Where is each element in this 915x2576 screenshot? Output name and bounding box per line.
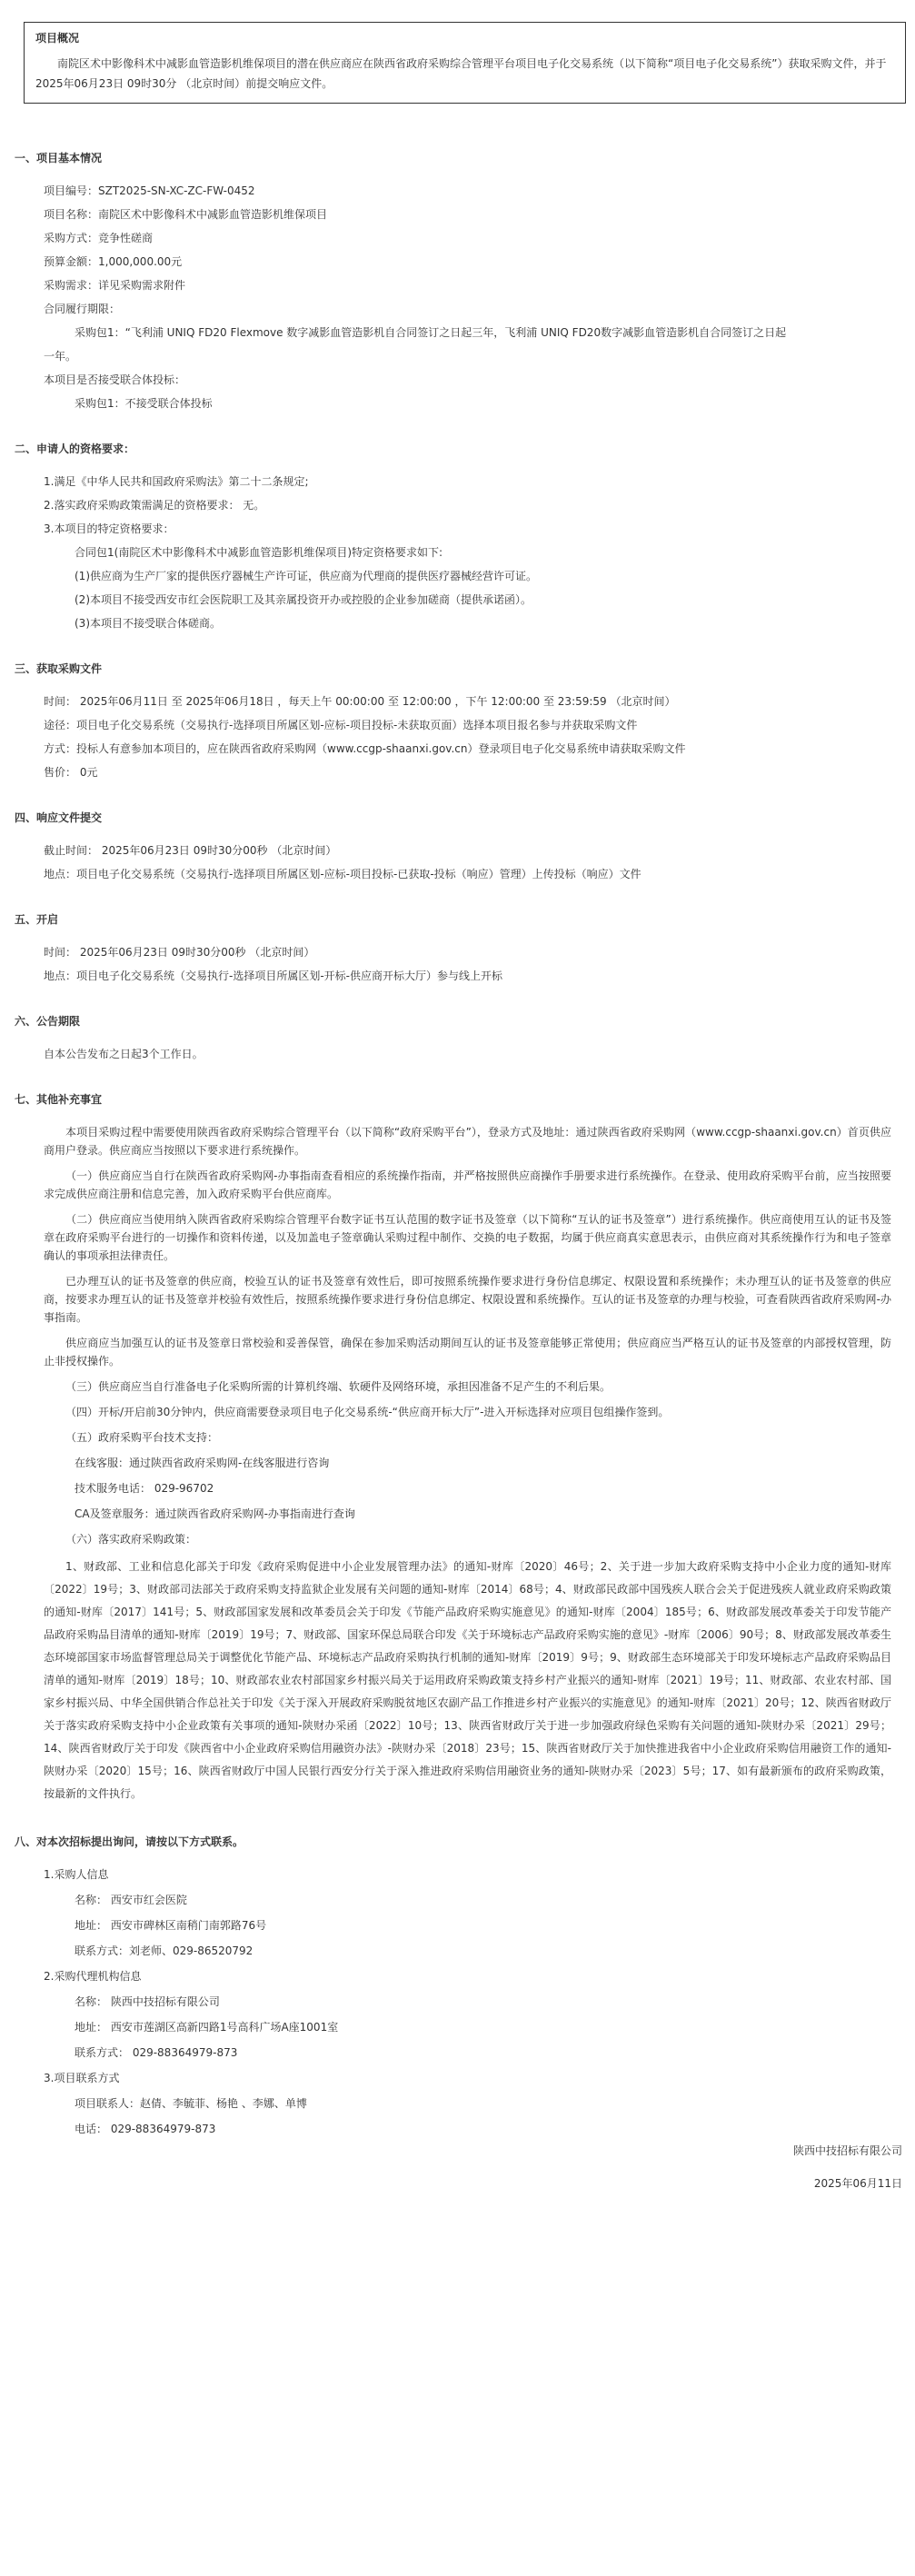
policy-list: 1、财政部、工业和信息化部关于印发《政府采购促进中小企业发展管理办法》的通知-财库〔2020〕46号；2、关于进一步加大政府采购支持中小企业力度的通知-财库〔2022〕19号；3、财政部司法部关于政府采购支持监狱企业发展有关问题的通知-财库〔2014〕68号；4、财政部民政部中国残疾人联合会关于促进残疾人就业政府采购政策的通知-财库〔2017〕141号；5、财政部国家发展和改革委员会关于印发《节能产品政府采购实施意见》的通知-财库〔2004〕185号；6、财政部发展改革委关于印发节能产品政府采购品目清单的通知-财库〔2019〕19号；7、财政部、国家环保总局联合印发《关于环境标志产品政府采购实施的意见》-财库〔2006〕90号；8、财政部发展改革委生态环境部国家市场监督管理总局关于调整优化节能产品、环境标志产品政府采购执行机制的通知-财库〔2019〕9号；9、财政部生态环境部关于印发环境标志产品政府采购品目清单的通知-财库〔2019〕18号；10、财政部农业农村部国家乡村振兴局关于运用政府采购政策支持乡村产业振兴的通知-财库〔2021〕19号；11、财政部、农业农村部、国家乡村振兴局、中华全国供销合作总社关于印发《关于深入开展政府采购脱贫地区农副产品工作推进乡村产业振兴的实施意见》的通知-财库〔2021〕20号；12、陕西省财政厅关于落实政府采购支持中小企业政策有关事项的通知-陕财办采函〔2022〕10号；13、陕西省财政厅关于进一步加强政府绿色采购有关问题的通知-陕财办采〔2021〕29号；14、陕西省财政厅关于印发《陕西省中小企业政府采购信用融资办法》-陕财办采〔2018〕23号；15、陕西省财政厅关于加快推进我省中小企业政府采购信用融资工作的通知-陕财办采〔2020〕15号；16、陕西省财政厅中国人民银行西安分行关于深入推进政府采购信用融资业务的通知-陕财办采〔2023〕5号；17、如有最新颁布的政府采购政策，按最新的文件执行。 xyxy=(44,1560,891,1800)
contact-line: 名称： 陕西中技招标有限公司 xyxy=(75,1995,220,2008)
obtain-price: 售价： 0元 xyxy=(44,766,98,779)
overview-text: 南院区术中影像科术中减影血管造影机维保项目的潜在供应商应在陕西省政府采购综合管理平台项目电子化交易系统（以下简称“项目电子化交易系统”）获取采购文件，并于 2025年06月23日 09时30分 （北京时间）前提交响应文件。 xyxy=(35,57,887,90)
obtain-route: 途径：项目电子化交易系统（交易执行-选择项目所属区划-应标-项目投标-未获取页面）选择本项目报名参与并获取采购文件 xyxy=(44,719,638,731)
contact-line: 地址： 西安市莲湖区高新四路1号高科广场A座1001室 xyxy=(75,2021,339,2034)
announcement-page xyxy=(0,22,915,2203)
section-obtain-documents xyxy=(15,660,891,781)
opening-place: 地点：项目电子化交易系统（交易执行-选择项目所属区划-开标-供应商开标大厅）参与线上开标 xyxy=(44,970,502,982)
section-title: 一、项目基本情况 xyxy=(15,152,103,164)
consortium-label: 本项目是否接受联合体投标： xyxy=(44,373,186,386)
submit-deadline: 截止时间： 2025年06月23日 09时30分00秒 （北京时间） xyxy=(44,844,337,857)
section-title: 七、其他补充事宜 xyxy=(15,1093,103,1106)
supplement-paragraph: （六）落实政府采购政策： xyxy=(65,1533,197,1546)
project-code: 项目编号：SZT2025-SN-XC-ZC-FW-0452 xyxy=(44,184,255,197)
section-title: 三、获取采购文件 xyxy=(15,662,103,675)
contact-group-title: 1.采购人信息 xyxy=(44,1868,109,1881)
qualification-item: (2)本项目不接受西安市红会医院职工及其亲属投资开办或控股的企业参加磋商（提供承诺函）。 xyxy=(75,593,532,606)
notice-period-text: 自本公告发布之日起3个工作日。 xyxy=(44,1048,204,1060)
project-overview-box xyxy=(24,22,906,104)
supplement-paragraph: 本项目采购过程中需要使用陕西省政府采购综合管理平台（以下简称“政府采购平台”），登录方式及地址：通过陕西省政府采购网（www.ccgp-shaanxi.gov.cn）首页供应商用户登录。供应商应当按照以下要求进行系统操作。 xyxy=(44,1126,891,1157)
supplement-paragraph: （二）供应商应当使用纳入陕西省政府采购综合管理平台数字证书互认范围的数字证书及签章（以下简称“互认的证书及签章”）进行系统操作。供应商使用互认的证书及签章在政府采购平台进行的一切操作和资料传递，以及加盖电子签章确认采购过程中制作、交换的电子数据，均属于供应商真实意思表示，由供应商对其系统操作行为和电子签章确认的事项承担法律责任。 xyxy=(44,1213,891,1262)
section-opening xyxy=(15,910,891,985)
section-basic-info xyxy=(15,149,891,413)
contact-line: 电话： 029-88364979-873 xyxy=(75,2123,216,2135)
submit-place: 地点：项目电子化交易系统（交易执行-选择项目所属区划-应标-项目投标-已获取-投标（响应）管理）上传投标（响应）文件 xyxy=(44,868,641,880)
section-notice-period xyxy=(15,1012,891,1063)
contact-line: 联系方式： 029-88364979-873 xyxy=(75,2046,238,2059)
contract-period-label: 合同履行期限： xyxy=(44,303,121,315)
project-name: 项目名称：南院区术中影像科术中减影血管造影机维保项目 xyxy=(44,208,328,221)
contact-line: 联系方式：刘老师、029-86520792 xyxy=(75,1944,254,1957)
section-supplementary xyxy=(15,1090,891,1805)
support-phone: 技术服务电话： 029-96702 xyxy=(75,1482,214,1495)
contact-line: 名称： 西安市红会医院 xyxy=(75,1894,187,1906)
supplement-paragraph: （五）政府采购平台技术支持： xyxy=(65,1431,219,1444)
qualification-item: 合同包1(南院区术中影像科术中减影血管造影机维保项目)特定资格要求如下: xyxy=(75,546,443,559)
supplement-paragraph: 已办理互认的证书及签章的供应商，校验互认的证书及签章有效性后，即可按照系统操作要求进行身份信息绑定、权限设置和系统操作；未办理互认的证书及签章的供应商，按要求办理互认的证书及签章并校验有效性后，按照系统操作要求进行身份信息绑定、权限设置和系统操作。互认的证书及签章的办理与校验，可查看陕西省政府采购网-办事指南。 xyxy=(44,1275,891,1324)
procurement-need: 采购需求：详见采购需求附件 xyxy=(44,279,186,292)
section-submit-response xyxy=(15,809,891,883)
supplement-paragraph: （四）开标/开启前30分钟内，供应商需要登录项目电子化交易系统-“供应商开标大厅”-进入开标选择对应项目包组操作签到。 xyxy=(65,1406,670,1418)
footer xyxy=(0,2138,915,2203)
support-online: 在线客服：通过陕西省政府采购网-在线客服进行咨询 xyxy=(75,1457,330,1469)
opening-time: 时间： 2025年06月23日 09时30分00秒 （北京时间） xyxy=(44,946,315,959)
supplement-paragraph: （一）供应商应当自行在陕西省政府采购网-办事指南查看相应的系统操作指南，并严格按照供应商操作手册要求进行系统操作。在登录、使用政府采购平台前，应当按照要求完成供应商注册和信息完善，加入政府采购平台供应商库。 xyxy=(44,1169,891,1200)
obtain-time: 时间： 2025年06月11日 至 2025年06月18日 ，每天上午 00:00:00 至 12:00:00 ，下午 12:00:00 至 23:59:59 （北京时间） xyxy=(44,695,676,708)
issuer-name: 陕西中技招标有限公司 xyxy=(792,2144,902,2157)
qualification-item: 3.本项目的特定资格要求： xyxy=(44,522,174,535)
qualification-item: 2.落实政府采购政策需满足的资格要求： 无。 xyxy=(44,499,265,512)
qualification-item: (3)本项目不接受联合体磋商。 xyxy=(75,617,221,630)
section-title: 八、对本次招标提出询问，请按以下方式联系。 xyxy=(15,1835,244,1848)
qualification-item: 1.满足《中华人民共和国政府采购法》第二十二条规定; xyxy=(44,475,309,488)
section-title: 六、公告期限 xyxy=(15,1015,81,1028)
contract-period-text: 采购包1：“飞利浦 UNIQ FD20 Flexmove 数字减影血管造影机自合同签订之日起三年，飞利浦 UNIQ FD20数字减影血管造影机自合同签订之日起 xyxy=(75,326,787,339)
overview-title: 项目概况 xyxy=(35,32,80,45)
consortium-text: 采购包1：不接受联合体投标 xyxy=(75,397,213,410)
section-title: 五、开启 xyxy=(15,913,59,926)
section-qualification xyxy=(15,440,891,632)
procurement-method: 采购方式：竞争性磋商 xyxy=(44,232,154,244)
contact-line: 项目联系人：赵倩、李毓菲、杨艳 、李娜、单博 xyxy=(75,2097,307,2110)
issue-date: 2025年06月11日 xyxy=(813,2177,902,2190)
support-ca: CA及签章服务：通过陕西省政府采购网-办事指南进行查询 xyxy=(75,1507,355,1520)
supplement-paragraph: （三）供应商应当自行准备电子化采购所需的计算机终端、软硬件及网络环境，承担因准备不足产生的不利后果。 xyxy=(65,1380,612,1393)
section-title: 二、申请人的资格要求： xyxy=(15,443,135,455)
contact-group-title: 2.采购代理机构信息 xyxy=(44,1970,142,1983)
contract-period-text-end: 一年。 xyxy=(44,350,77,363)
section-contacts xyxy=(15,1833,891,2138)
qualification-item: (1)供应商为生产厂家的提供医疗器械生产许可证，供应商为代理商的提供医疗器械经营许可证。 xyxy=(75,570,538,582)
budget-amount: 预算金额：1,000,000.00元 xyxy=(44,255,183,268)
contact-group-title: 3.项目联系方式 xyxy=(44,2072,120,2084)
contact-line: 地址： 西安市碑林区南稍门南郭路76号 xyxy=(75,1919,267,1932)
supplement-paragraph: 供应商应当加强互认的证书及签章日常校验和妥善保管，确保在参加采购活动期间互认的证书及签章能够正常使用；供应商应当严格互认的证书及签章的内部授权管理，防止非授权操作。 xyxy=(44,1337,891,1368)
section-title: 四、响应文件提交 xyxy=(15,811,103,824)
obtain-way: 方式：投标人有意参加本项目的，应在陕西省政府采购网（www.ccgp-shaanxi.gov.cn）登录项目电子化交易系统申请获取采购文件 xyxy=(44,742,686,755)
